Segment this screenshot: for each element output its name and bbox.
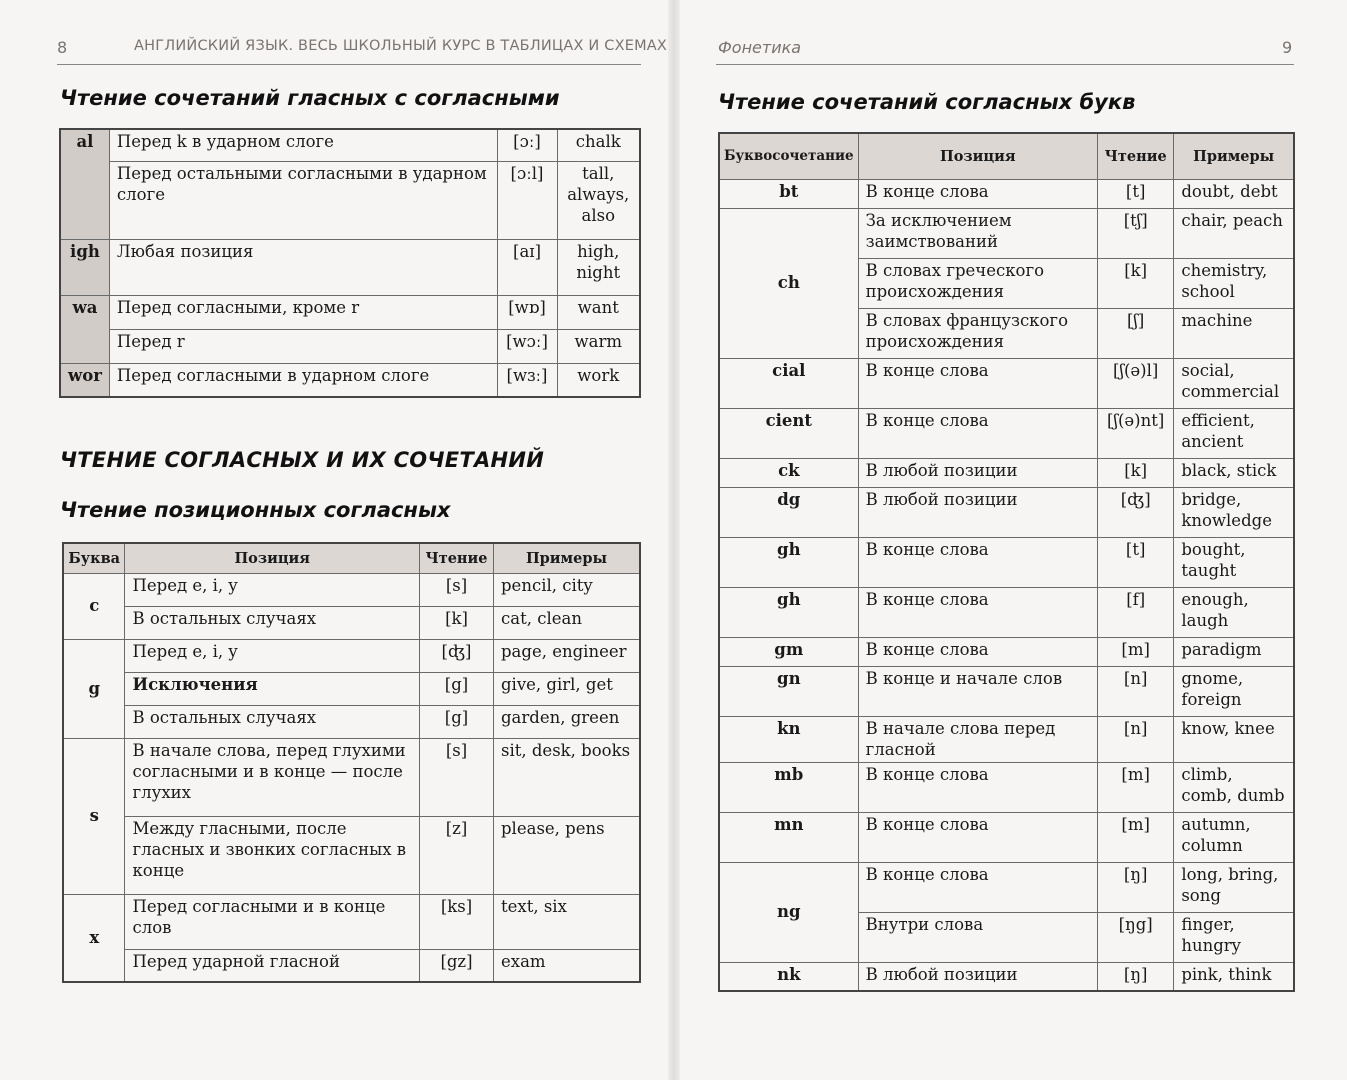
- key-cell: igh: [60, 239, 109, 295]
- reading-cell: [wɜː]: [497, 363, 557, 397]
- position-cell: Перед согласными и в конце слов: [125, 894, 420, 949]
- positional-section-title: Чтение позиционных согласных: [60, 498, 451, 522]
- positional-table: [62, 542, 641, 983]
- position-cell: В конце слова: [858, 537, 1097, 587]
- position-cell: В любой позиции: [858, 458, 1097, 487]
- position-cell: В остальных случаях: [125, 705, 420, 738]
- combo-cell: bt: [719, 179, 858, 208]
- examples-cell: bought, taught: [1174, 537, 1294, 587]
- reading-cell: [g]: [420, 672, 494, 705]
- table-row: [719, 208, 1294, 258]
- reading-cell: [ks]: [420, 894, 494, 949]
- table-row: [63, 894, 640, 949]
- examples-cell: know, knee: [1174, 716, 1294, 762]
- reading-cell: [ʃ(ə)nt]: [1098, 408, 1174, 458]
- header-position: Позиция: [858, 133, 1097, 179]
- reading-cell: [ʃ(ə)l]: [1098, 358, 1174, 408]
- reading-cell: [aɪ]: [497, 239, 557, 295]
- reading-cell: [k]: [420, 606, 494, 639]
- examples-cell: text, six: [494, 894, 641, 949]
- running-header-right: Фонетика: [718, 38, 802, 57]
- position-cell: В остальных случаях: [125, 606, 420, 639]
- position-cell: В конце слова: [858, 862, 1097, 912]
- examples-cell: bridge, knowledge: [1174, 487, 1294, 537]
- examples-cell: high, night: [557, 239, 640, 295]
- examples-cell: black, stick: [1174, 458, 1294, 487]
- running-header-left: АНГЛИЙСКИЙ ЯЗЫК. ВЕСЬ ШКОЛЬНЫЙ КУРС В ТАБЛИЦАХ И СХЕМАХ: [134, 38, 668, 54]
- reading-cell: [wɒ]: [497, 295, 557, 329]
- examples-cell: want: [557, 295, 640, 329]
- table-row: [719, 962, 1294, 991]
- combo-cell: mb: [719, 762, 858, 812]
- reading-cell: [m]: [1098, 637, 1174, 666]
- reading-cell: [ŋ]: [1098, 962, 1174, 991]
- reading-cell: [ŋ]: [1098, 862, 1174, 912]
- examples-cell: social, commercial: [1174, 358, 1294, 408]
- table-row: [63, 639, 640, 672]
- table-header-row: [719, 133, 1294, 179]
- reading-cell: [t]: [1098, 179, 1174, 208]
- position-cell: В конце слова: [858, 762, 1097, 812]
- reading-cell: [n]: [1098, 666, 1174, 716]
- reading-cell: [f]: [1098, 587, 1174, 637]
- reading-cell: [m]: [1098, 812, 1174, 862]
- examples-cell: pencil, city: [494, 573, 641, 606]
- reading-cell: [n]: [1098, 716, 1174, 762]
- table-row: [60, 239, 640, 295]
- reading-cell: [ŋg]: [1098, 912, 1174, 962]
- combo-cell: dg: [719, 487, 858, 537]
- table-row: [719, 487, 1294, 537]
- header-position: Позиция: [125, 543, 420, 573]
- letter-cell: x: [63, 894, 125, 982]
- examples-cell: page, engineer: [494, 639, 641, 672]
- table-row: [719, 862, 1294, 912]
- table-row: [719, 762, 1294, 812]
- reading-cell: [t]: [1098, 537, 1174, 587]
- position-cell: В конце слова: [858, 637, 1097, 666]
- position-cell: Любая позиция: [109, 239, 497, 295]
- reading-cell: [ɔːl]: [497, 161, 557, 239]
- table-row: [60, 363, 640, 397]
- combos-table: [718, 132, 1295, 992]
- examples-cell: warm: [557, 329, 640, 363]
- vowel-table: [59, 128, 641, 398]
- reading-cell: [gz]: [420, 949, 494, 982]
- examples-cell: work: [557, 363, 640, 397]
- combos-body: [719, 179, 1294, 991]
- reading-cell: [ʃ]: [1098, 308, 1174, 358]
- combo-cell: nk: [719, 962, 858, 991]
- reading-cell: [tʃ]: [1098, 208, 1174, 258]
- position-cell: В словах греческого происхождения: [858, 258, 1097, 308]
- right-page: [673, 0, 1347, 1080]
- position-cell: Перед согласными в ударном слоге: [109, 363, 497, 397]
- table-row: [719, 812, 1294, 862]
- table-row: [63, 573, 640, 606]
- combo-cell: mn: [719, 812, 858, 862]
- examples-cell: chalk: [557, 129, 640, 161]
- header-rule: [716, 64, 1294, 65]
- table-header-row: [63, 543, 640, 573]
- position-text: Перед k в ударном слоге: [116, 132, 334, 151]
- position-cell: В конце слова: [858, 358, 1097, 408]
- position-cell: Исключения: [125, 672, 420, 705]
- examples-cell: garden, green: [494, 705, 641, 738]
- table-row: [719, 666, 1294, 716]
- examples-cell: enough, laugh: [1174, 587, 1294, 637]
- table-row: [63, 738, 640, 816]
- letter-cell: s: [63, 738, 125, 894]
- table-row: [719, 458, 1294, 487]
- reading-cell: [m]: [1098, 762, 1174, 812]
- reading-cell: [z]: [420, 816, 494, 894]
- examples-cell: chemistry, school: [1174, 258, 1294, 308]
- table-row: [63, 606, 640, 639]
- combos-section-title: Чтение сочетаний согласных букв: [718, 90, 1136, 114]
- position-cell: Перед e, i, y: [125, 639, 420, 672]
- header-examples: Примеры: [494, 543, 641, 573]
- table-row: [719, 358, 1294, 408]
- examples-cell: climb, comb, dumb: [1174, 762, 1294, 812]
- position-cell: В конце и начале слов: [858, 666, 1097, 716]
- letter-cell: g: [63, 639, 125, 738]
- table-row: [63, 672, 640, 705]
- examples-cell: tall, always, also: [557, 161, 640, 239]
- combo-cell: gh: [719, 587, 858, 637]
- table-row: [60, 129, 640, 161]
- reading-cell: [g]: [420, 705, 494, 738]
- examples-cell: sit, desk, books: [494, 738, 641, 816]
- position-cell: В любой позиции: [858, 962, 1097, 991]
- examples-cell: please, pens: [494, 816, 641, 894]
- table-row: [60, 329, 640, 363]
- combo-cell: ck: [719, 458, 858, 487]
- reading-cell: [s]: [420, 738, 494, 816]
- position-cell: Перед остальными согласными в ударном слоге: [109, 161, 497, 239]
- combo-cell: ng: [719, 862, 858, 962]
- combo-cell: ch: [719, 208, 858, 358]
- position-cell: Перед e, i, y: [125, 573, 420, 606]
- reading-cell: [ʤ]: [420, 639, 494, 672]
- table-row: [719, 179, 1294, 208]
- reading-cell: [s]: [420, 573, 494, 606]
- reading-cell: [k]: [1098, 258, 1174, 308]
- examples-cell: finger, hungry: [1174, 912, 1294, 962]
- reading-cell: [ʤ]: [1098, 487, 1174, 537]
- header-reading: Чтение: [420, 543, 494, 573]
- header-combo: Буквосочетание: [719, 133, 858, 179]
- examples-cell: autumn, column: [1174, 812, 1294, 862]
- examples-cell: doubt, debt: [1174, 179, 1294, 208]
- consonants-big-title: ЧТЕНИЕ СОГЛАСНЫХ И ИХ СОЧЕТАНИЙ: [60, 448, 545, 472]
- page-number-left: 8: [57, 38, 68, 57]
- left-page: [0, 0, 673, 1080]
- examples-cell: machine: [1174, 308, 1294, 358]
- reading-cell: [ɔː]: [497, 129, 557, 161]
- combo-cell: gm: [719, 637, 858, 666]
- position-cell: В конце слова: [858, 812, 1097, 862]
- examples-cell: long, bring, song: [1174, 862, 1294, 912]
- table-row: [719, 537, 1294, 587]
- key-cell: wor: [60, 363, 109, 397]
- table-row: [63, 949, 640, 982]
- table-row: [60, 161, 640, 239]
- position-cell: В конце слова: [858, 179, 1097, 208]
- combo-cell: kn: [719, 716, 858, 762]
- combo-cell: cient: [719, 408, 858, 458]
- position-cell: Перед согласными, кроме r: [109, 295, 497, 329]
- vowel-section-title: Чтение сочетаний гласных с согласными: [60, 86, 560, 110]
- table-row: [719, 716, 1294, 762]
- examples-cell: chair, peach: [1174, 208, 1294, 258]
- examples-cell: exam: [494, 949, 641, 982]
- key-cell: wa: [60, 295, 109, 363]
- reading-cell: [k]: [1098, 458, 1174, 487]
- table-row: [63, 816, 640, 894]
- position-cell: Перед r: [109, 329, 497, 363]
- examples-cell: pink, think: [1174, 962, 1294, 991]
- position-cell: [109, 129, 497, 161]
- examples-cell: give, girl, get: [494, 672, 641, 705]
- header-reading: Чтение: [1098, 133, 1174, 179]
- position-cell: В конце слова: [858, 408, 1097, 458]
- position-cell: В конце слова: [858, 587, 1097, 637]
- reading-cell: [wɔː]: [497, 329, 557, 363]
- header-letter: Буква: [63, 543, 125, 573]
- examples-cell: gnome, foreign: [1174, 666, 1294, 716]
- examples-cell: cat, clean: [494, 606, 641, 639]
- table-row: [719, 408, 1294, 458]
- position-cell: Между гласными, после гласных и звонких согласных в конце: [125, 816, 420, 894]
- page-number-right: 9: [1282, 38, 1293, 57]
- combo-cell: gh: [719, 537, 858, 587]
- table-row: [719, 587, 1294, 637]
- header-examples: Примеры: [1174, 133, 1294, 179]
- position-cell: В начале слова, перед глухими согласными и в конце — после глухих: [125, 738, 420, 816]
- table-row: [60, 295, 640, 329]
- position-cell: За исключением заимствований: [858, 208, 1097, 258]
- position-cell: В любой позиции: [858, 487, 1097, 537]
- table-row: [63, 705, 640, 738]
- key-cell: al: [60, 129, 109, 239]
- combo-cell: cial: [719, 358, 858, 408]
- header-rule: [57, 64, 641, 65]
- position-cell: Перед ударной гласной: [125, 949, 420, 982]
- position-cell: В словах французского происхождения: [858, 308, 1097, 358]
- position-cell: В начале слова перед гласной: [858, 716, 1097, 762]
- position-cell: Внутри слова: [858, 912, 1097, 962]
- table-row: [719, 637, 1294, 666]
- combo-cell: gn: [719, 666, 858, 716]
- examples-cell: paradigm: [1174, 637, 1294, 666]
- letter-cell: c: [63, 573, 125, 639]
- examples-cell: efficient, ancient: [1174, 408, 1294, 458]
